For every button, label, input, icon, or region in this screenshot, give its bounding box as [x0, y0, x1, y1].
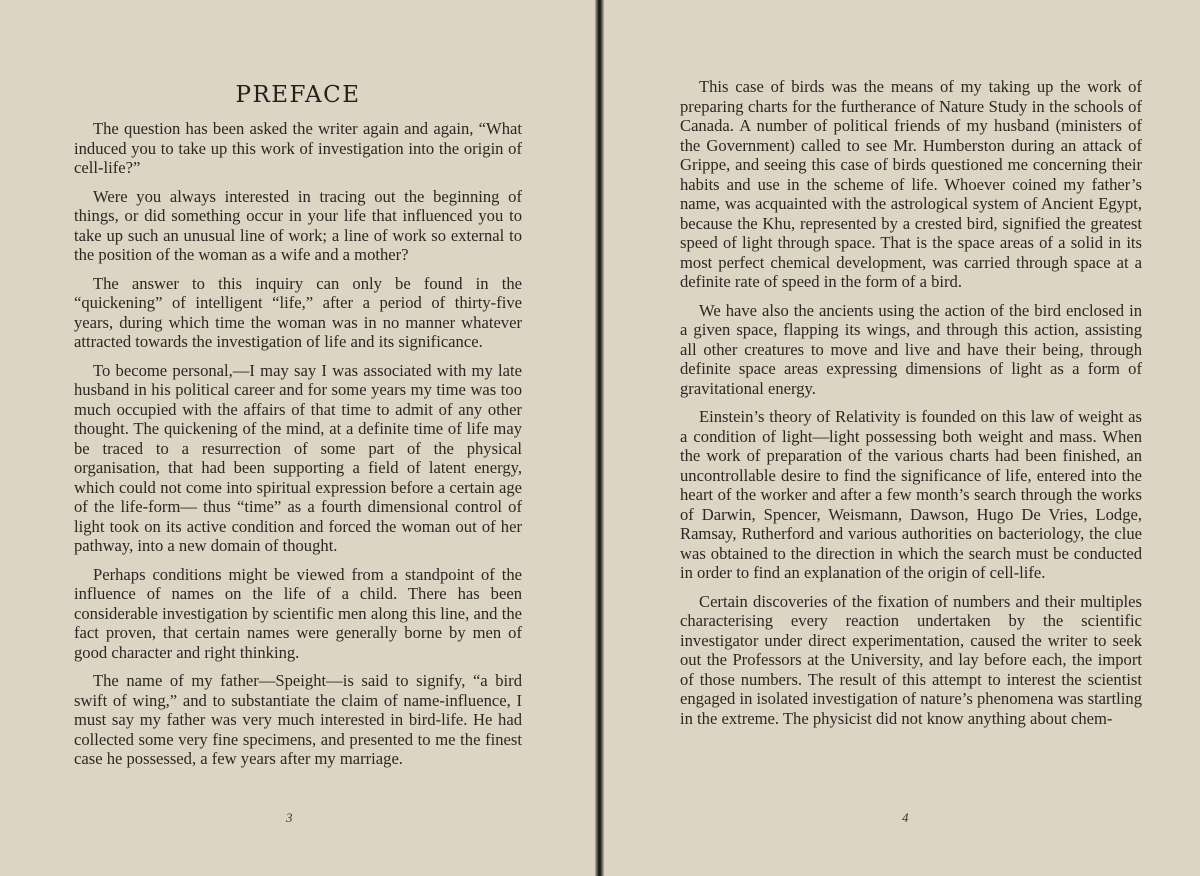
paragraph: We have also the ancients using the action of the bird enclosed in a given space, flapping its wings, and through this action, assisting all other creatures to move and live and have their being, through definite space areas expressing dimensions of light as a form of gravitational energy. — [680, 300, 1142, 398]
right-page — [604, 0, 1200, 876]
paragraph: Certain discoveries of the fixation of numbers and their multiples characterising every reaction undertaken by the scientific investigator under direct experimentation, caused the writer to seek out the Professors at the University, and lay before each, the import of those numbers. The result of this attempt to interest the scientist engaged in isolated investigation of nature’s phenomena was startling in the extreme. The physicist did not know anything about chem- — [680, 591, 1142, 728]
book-gutter — [595, 0, 604, 876]
paragraph: The name of my father—Speight—is said to signify, “a bird swift of wing,” and to substantiate the claim of name-influence, I must say my father was very much interested in bird-life. He had collected some very fine specimens, and presented to me the finest case he possessed, a few years after my marriage. — [74, 671, 522, 768]
right-page-body — [680, 77, 1142, 737]
paragraph: The answer to this inquiry can only be found in the “quickening” of intelligent “life,” after a period of thirty-five years, during which time the woman was in no manner whatever attracted towards the investigation of life and its significance. — [74, 273, 522, 351]
paragraph: Einstein’s theory of Relativity is founded on this law of weight as a condition of light—light possessing both weight and mass. When the work of preparation of the various charts had been finished, an uncontrollable desire to find the significance of life, entered into the heart of the worker and after a few month’s search through the works of Darwin, Spencer, Weismann, Dawson, Hugo De Vries, Lodge, Ramsay, Rutherford and various authorities on bacteriology, the clue was obtained to the direction in which the search must be conducted in order to find an explanation of the origin of cell-life. — [680, 407, 1142, 582]
page-title: PREFACE — [235, 82, 361, 108]
paragraph: This case of birds was the means of my taking up the work of preparing charts for the furtherance of Nature Study in the schools of Canada. A number of political friends of my husband (ministers of the Government) called to see Mr. Humberston during an attack of Grippe, and seeing this case of birds questioned me concerning their habits and use in the scheme of life. Whoever coined my father’s name, was acquainted with the astrological system of Ancient Egypt, because the Khu, represented by a crested bird, signified the greatest speed of light through space. That is the space areas of a solid in its most perfect chemical development, was carried through space at a definite rate of speed in the form of a bird. — [680, 77, 1142, 291]
left-page-body — [74, 119, 522, 778]
paragraph: Were you always interested in tracing out the beginning of things, or did something occur in your life that influenced you to take up such an unusual line of work; a line of work so external to the position of the woman as a wife and a mother? — [74, 186, 522, 264]
paragraph: The question has been asked the writer again and again, “What induced you to take up this work of investigation into the origin of cell-life?” — [74, 119, 522, 177]
page-number: 4 — [902, 810, 909, 825]
paragraph: Perhaps conditions might be viewed from a standpoint of the influence of names on the life of a child. There has been considerable investigation by scientific men along this line, and the fact proven, that certain names were generally borne by men of good character and right thinking. — [74, 564, 522, 662]
page-number: 3 — [286, 810, 293, 825]
left-page — [0, 0, 595, 876]
paragraph: To become personal,—I may say I was associated with my late husband in his political career and for some years my time was too much occupied with the affairs of that time to admit of any other thought. The quickening of the mind, at a definite time of life may be traced to a resurrection of some part of the physical organisation, that had been supporting a field of latent energy, which could not come into spiritual expression before a certain age of the life-form— thus “time” as a fourth dimensional control of light took on its active condition and forced the woman out of her pathway, into a new domain of thought. — [74, 360, 522, 555]
